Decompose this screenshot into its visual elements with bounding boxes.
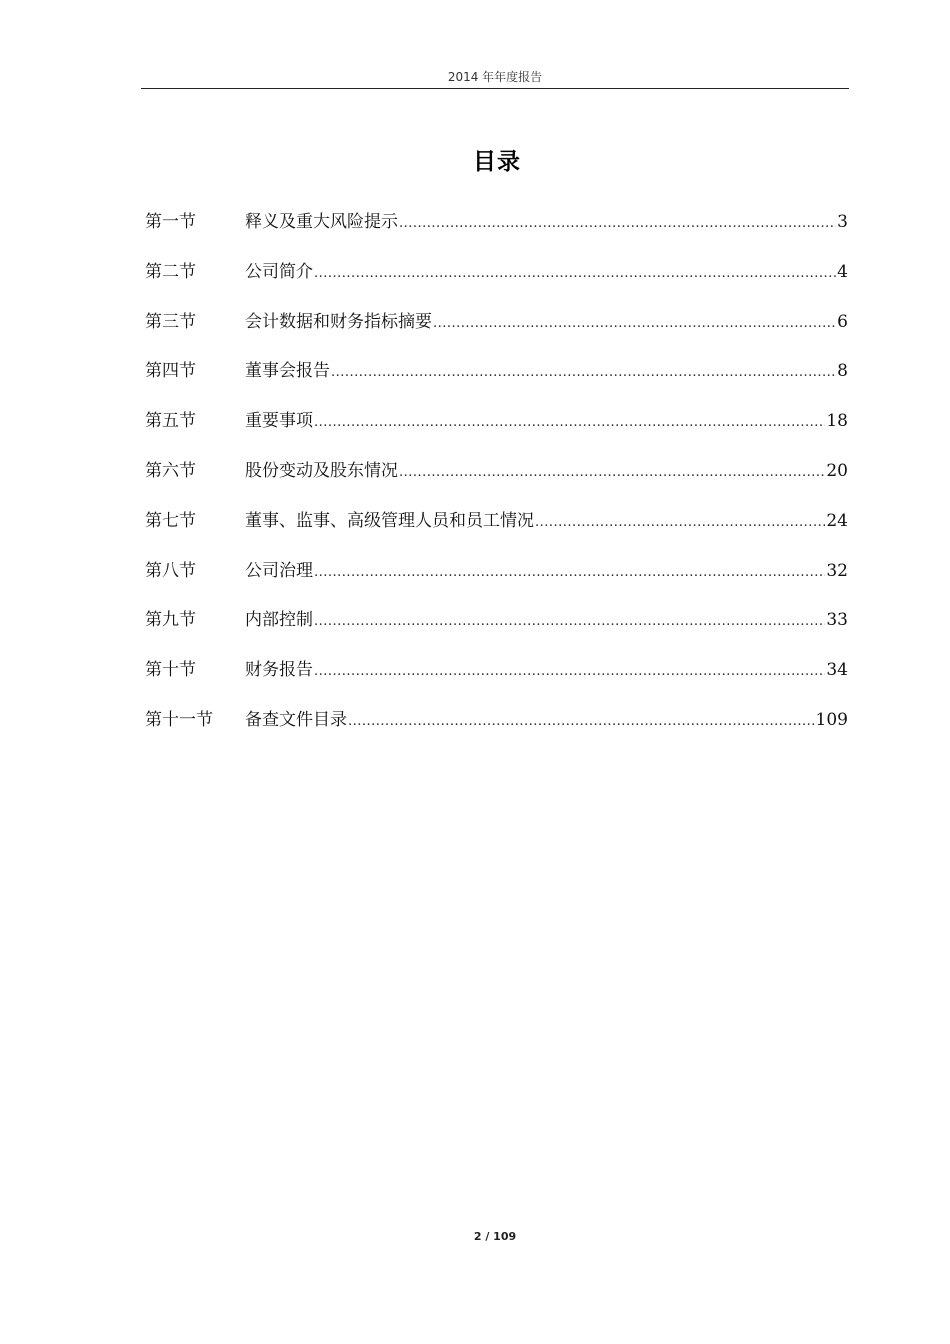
toc-dot-leader (314, 409, 825, 437)
toc-entry[interactable] (145, 457, 848, 507)
toc-entry-title: 会计数据和财务指标摘要 (245, 311, 432, 332)
toc-page-number: 34 (826, 660, 848, 681)
toc-entry-title: 公司简介 (245, 261, 313, 282)
toc-page-number: 8 (837, 361, 848, 382)
toc-section-number: 第六节 (145, 460, 196, 481)
toc-section-number: 第十一节 (145, 709, 213, 730)
toc-section-number: 第一节 (145, 212, 196, 232)
toc-page-number: 20 (826, 460, 848, 481)
toc-page-number: 109 (815, 709, 848, 730)
toc-entry-title: 释义及重大风险提示 (245, 212, 398, 232)
toc-entry-title: 董事会报告 (245, 361, 330, 382)
running-header: 2014 年年度报告 (447, 70, 543, 84)
toc-page-number: 32 (826, 560, 848, 581)
toc-dot-leader (314, 260, 836, 288)
toc-dot-leader (535, 509, 825, 537)
toc-entry[interactable] (145, 258, 848, 308)
toc-page-number: 3 (837, 212, 848, 232)
toc-entry-title: 董事、监事、高级管理人员和员工情况 (245, 510, 534, 531)
toc-entry[interactable] (145, 507, 848, 557)
toc-entry[interactable] (145, 557, 848, 607)
toc-entry-title: 公司治理 (245, 560, 313, 581)
toc-list (145, 208, 848, 756)
toc-entry[interactable] (145, 706, 848, 756)
toc-entry-title: 股份变动及股东情况 (245, 460, 398, 481)
page-number-indicator: 2 / 109 (473, 1230, 517, 1243)
toc-entry[interactable] (145, 357, 848, 407)
toc-section-number: 第五节 (145, 411, 196, 432)
toc-page-number: 24 (826, 510, 848, 531)
toc-section-number: 第三节 (145, 311, 196, 332)
toc-dot-leader (331, 359, 836, 387)
toc-entry[interactable] (145, 606, 848, 656)
toc-dot-leader (348, 708, 815, 736)
toc-entry[interactable] (145, 407, 848, 457)
header-divider (141, 88, 849, 89)
toc-page-number: 6 (837, 311, 848, 332)
toc-entry-title: 重要事项 (245, 411, 313, 432)
toc-dot-leader (314, 559, 825, 587)
toc-dot-leader (314, 608, 825, 636)
toc-page-number: 33 (826, 610, 848, 631)
toc-entry-title: 财务报告 (245, 660, 313, 681)
toc-page-number: 18 (826, 411, 848, 432)
toc-section-number: 第十节 (145, 660, 196, 681)
toc-page-number: 4 (837, 261, 848, 282)
toc-title: 目录 (473, 149, 521, 175)
toc-entry-title: 内部控制 (245, 610, 313, 631)
toc-section-number: 第八节 (145, 560, 196, 581)
toc-entry[interactable] (145, 656, 848, 706)
toc-dot-leader (314, 658, 825, 686)
toc-section-number: 第四节 (145, 361, 196, 382)
toc-section-number: 第七节 (145, 510, 196, 531)
toc-entry[interactable] (145, 308, 848, 358)
toc-entry[interactable] (145, 208, 848, 258)
toc-dot-leader (433, 310, 836, 338)
toc-section-number: 第九节 (145, 610, 196, 631)
toc-dot-leader (399, 459, 825, 487)
toc-entry-title: 备查文件目录 (245, 709, 347, 730)
toc-section-number: 第二节 (145, 261, 196, 282)
toc-dot-leader (399, 210, 836, 238)
